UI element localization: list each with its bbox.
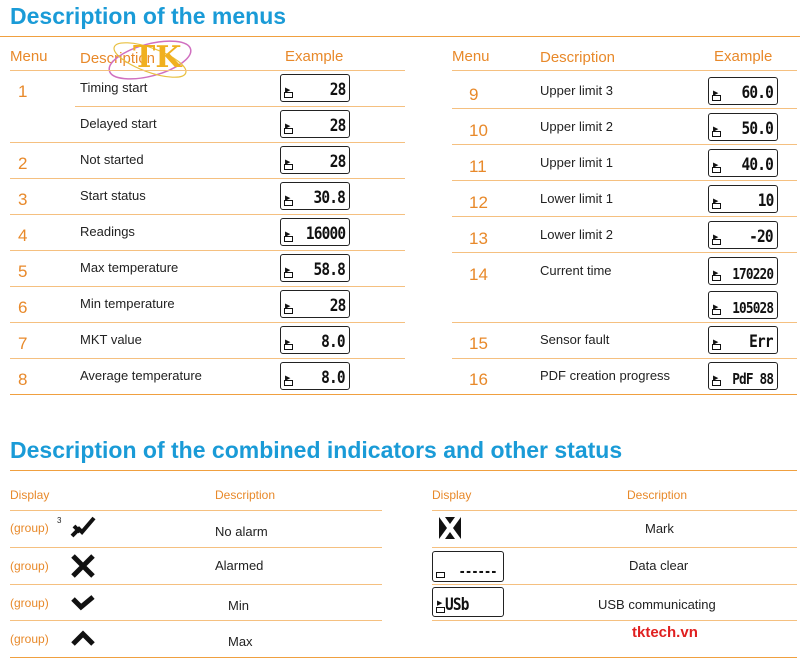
play-icon: ▶ bbox=[713, 270, 719, 277]
ind-row-rule bbox=[432, 620, 797, 621]
group-superscript: 3 bbox=[57, 516, 62, 525]
lcd-example bbox=[280, 74, 350, 102]
menu-row-rule bbox=[10, 142, 405, 143]
menu-row-rule bbox=[10, 178, 405, 179]
left-display-header: Display bbox=[10, 488, 50, 502]
group-label: (group) bbox=[10, 521, 49, 535]
menu-number: 5 bbox=[18, 262, 28, 281]
usb-lcd bbox=[432, 587, 504, 617]
menu-description: Min temperature bbox=[80, 296, 175, 311]
play-icon: ▶ bbox=[285, 195, 291, 202]
menu-number: 12 bbox=[469, 193, 488, 212]
menu-number: 2 bbox=[18, 154, 28, 173]
menu-row-rule bbox=[452, 322, 797, 323]
menu-number: 4 bbox=[18, 226, 28, 245]
menu-row-rule bbox=[452, 252, 797, 253]
menu-row-rule bbox=[10, 250, 405, 251]
battery-icon bbox=[436, 607, 445, 613]
menu-number: 7 bbox=[18, 334, 28, 353]
lcd-example bbox=[708, 185, 778, 213]
lcd-value: 105028 bbox=[732, 299, 773, 317]
right-ind-description-header: Description bbox=[627, 488, 688, 502]
lcd-example bbox=[280, 254, 350, 282]
menu-description: Sensor fault bbox=[540, 332, 610, 347]
battery-icon bbox=[712, 380, 721, 386]
ind-row-rule bbox=[10, 620, 382, 621]
menu-description: Lower limit 2 bbox=[540, 227, 613, 242]
battery-icon bbox=[712, 131, 721, 137]
left-description-header: Description bbox=[80, 50, 156, 67]
menu-row-rule bbox=[75, 106, 405, 107]
lcd-value: ------ bbox=[459, 564, 497, 580]
ind-row-rule bbox=[10, 547, 382, 548]
menu-row-rule bbox=[10, 214, 405, 215]
play-icon: ▶ bbox=[285, 339, 291, 346]
data-clear-lcd bbox=[432, 551, 504, 582]
logo-text: TK bbox=[133, 40, 182, 75]
play-icon: ▶ bbox=[285, 87, 291, 94]
lcd-value: -20 bbox=[749, 227, 773, 247]
menu-description: Current time bbox=[540, 263, 612, 278]
lcd-value: PdF 88 bbox=[732, 370, 773, 388]
menu-row-rule bbox=[452, 180, 797, 181]
battery-icon bbox=[284, 236, 293, 242]
battery-icon bbox=[284, 92, 293, 98]
lcd-value: USb bbox=[445, 595, 469, 615]
menu-row-rule bbox=[10, 286, 405, 287]
menu-row-rule bbox=[452, 216, 797, 217]
play-icon: ▶ bbox=[713, 162, 719, 169]
play-icon: ▶ bbox=[285, 267, 291, 274]
lcd-example bbox=[280, 218, 350, 246]
battery-icon bbox=[284, 380, 293, 386]
menu-number: 10 bbox=[469, 121, 488, 140]
lcd-value: 8.0 bbox=[321, 368, 345, 388]
lcd-example bbox=[708, 362, 778, 390]
ind-row-rule bbox=[432, 547, 797, 548]
indicators-title: Description of the combined indicators and other status bbox=[10, 437, 623, 463]
lcd-value: 60.0 bbox=[741, 83, 773, 103]
menu-number: 1 bbox=[18, 82, 28, 101]
right-header-rule bbox=[452, 70, 797, 71]
play-icon: ▶ bbox=[285, 375, 291, 382]
lcd-example bbox=[280, 362, 350, 390]
play-icon: ▶ bbox=[285, 231, 291, 238]
menu-description: Lower limit 1 bbox=[540, 191, 613, 206]
menu-description: Delayed start bbox=[80, 116, 157, 131]
lcd-example bbox=[708, 77, 778, 105]
play-icon: ▶ bbox=[713, 375, 719, 382]
lcd-value: 8.0 bbox=[321, 332, 345, 352]
lcd-value: Err bbox=[749, 332, 773, 352]
ind-row-rule bbox=[432, 584, 797, 585]
alarmed-icon bbox=[70, 553, 96, 584]
watermark: tktech.vn bbox=[632, 624, 698, 641]
lcd-example bbox=[708, 326, 778, 354]
menu-description: Average temperature bbox=[80, 368, 202, 383]
lcd-example bbox=[280, 182, 350, 210]
play-icon: ▶ bbox=[713, 126, 719, 133]
alarmed-desc: Alarmed bbox=[215, 558, 264, 573]
menu-row-rule bbox=[452, 358, 797, 359]
battery-icon bbox=[284, 164, 293, 170]
menu-row-rule bbox=[452, 108, 797, 109]
lcd-example bbox=[280, 290, 350, 318]
min-desc: Min bbox=[228, 598, 249, 613]
menu-number: 3 bbox=[18, 190, 28, 209]
menu-description: Readings bbox=[80, 224, 135, 239]
play-icon: ▶ bbox=[285, 159, 291, 166]
menu-number: 8 bbox=[18, 370, 28, 389]
indicators-bottom-rule bbox=[10, 657, 797, 658]
group-label: (group) bbox=[10, 559, 49, 573]
play-icon: ▶ bbox=[713, 90, 719, 97]
menu-number: 13 bbox=[469, 229, 488, 248]
lcd-value: 30.8 bbox=[313, 188, 345, 208]
ind-right-header-rule bbox=[432, 510, 797, 511]
right-display-header: Display bbox=[432, 488, 472, 502]
right-description-header: Description bbox=[540, 49, 616, 66]
lcd-value: 28 bbox=[329, 80, 345, 100]
battery-icon bbox=[712, 239, 721, 245]
lcd-example bbox=[708, 257, 778, 285]
left-example-header: Example bbox=[285, 48, 344, 65]
max-icon bbox=[70, 628, 96, 653]
mark-icon bbox=[437, 515, 463, 546]
menu-number: 6 bbox=[18, 298, 28, 317]
play-icon: ▶ bbox=[285, 123, 291, 130]
lcd-example bbox=[280, 326, 350, 354]
play-icon: ▶ bbox=[285, 303, 291, 310]
menu-row-rule bbox=[452, 144, 797, 145]
lcd-value: 28 bbox=[329, 296, 345, 316]
ind-row-rule bbox=[10, 584, 382, 585]
ind-left-header-rule bbox=[10, 510, 382, 511]
menu-number: 14 bbox=[469, 265, 488, 284]
menu-description: Not started bbox=[80, 152, 144, 167]
battery-icon bbox=[712, 344, 721, 350]
play-icon: ▶ bbox=[437, 600, 443, 607]
lcd-value: 28 bbox=[329, 152, 345, 172]
lcd-example bbox=[280, 146, 350, 174]
play-icon: ▶ bbox=[713, 304, 719, 311]
menu-description: Upper limit 2 bbox=[540, 119, 613, 134]
left-menu-header: Menu bbox=[10, 48, 48, 65]
lcd-value: 28 bbox=[329, 116, 345, 136]
menu-number: 15 bbox=[469, 334, 488, 353]
battery-icon bbox=[712, 167, 721, 173]
left-header-rule bbox=[10, 70, 405, 71]
menu-number: 9 bbox=[469, 85, 479, 104]
battery-icon bbox=[284, 200, 293, 206]
no-alarm-desc: No alarm bbox=[215, 524, 268, 539]
right-menu-header: Menu bbox=[452, 48, 490, 65]
lcd-value: 170220 bbox=[732, 265, 773, 283]
battery-icon bbox=[712, 95, 721, 101]
lcd-value: 10 bbox=[757, 191, 773, 211]
lcd-value: 58.8 bbox=[313, 260, 345, 280]
menu-description: PDF creation progress bbox=[540, 368, 671, 383]
menu-description: Max temperature bbox=[80, 260, 179, 275]
battery-icon bbox=[712, 309, 721, 315]
battery-icon bbox=[284, 128, 293, 134]
menu-number: 11 bbox=[469, 157, 487, 176]
menu-description: Start status bbox=[80, 188, 146, 203]
menu-number: 16 bbox=[469, 370, 488, 389]
battery-icon bbox=[436, 572, 445, 578]
lcd-value: 16000 bbox=[305, 224, 345, 244]
battery-icon bbox=[284, 272, 293, 278]
menu-row-rule bbox=[10, 322, 405, 323]
mark-desc: Mark bbox=[645, 521, 674, 536]
menus-title: Description of the menus bbox=[10, 3, 287, 29]
min-icon bbox=[70, 593, 96, 618]
battery-icon bbox=[712, 275, 721, 281]
menu-description: Timing start bbox=[80, 80, 148, 95]
menu-row-rule bbox=[10, 358, 405, 359]
battery-icon bbox=[284, 344, 293, 350]
play-icon: ▶ bbox=[713, 198, 719, 205]
battery-icon bbox=[284, 308, 293, 314]
indicators-top-rule bbox=[10, 470, 797, 471]
usb-desc: USB communicating bbox=[598, 597, 716, 612]
menus-bottom-rule bbox=[10, 394, 797, 395]
lcd-value: 40.0 bbox=[741, 155, 773, 175]
group-label: (group) bbox=[10, 632, 49, 646]
lcd-value: 50.0 bbox=[741, 119, 773, 139]
right-example-header: Example bbox=[714, 48, 773, 65]
battery-icon bbox=[712, 203, 721, 209]
lcd-example bbox=[280, 110, 350, 138]
play-icon: ▶ bbox=[713, 339, 719, 346]
menu-description: Upper limit 1 bbox=[540, 155, 613, 170]
play-icon: ▶ bbox=[713, 234, 719, 241]
lcd-example bbox=[708, 221, 778, 249]
group-label: (group) bbox=[10, 596, 49, 610]
left-ind-description-header: Description bbox=[215, 488, 276, 502]
data-clear-desc: Data clear bbox=[629, 558, 689, 573]
lcd-example bbox=[708, 291, 778, 319]
no-alarm-icon bbox=[70, 514, 96, 545]
menu-description: MKT value bbox=[80, 332, 142, 347]
lcd-example bbox=[708, 113, 778, 141]
max-desc: Max bbox=[228, 634, 253, 649]
lcd-example bbox=[708, 149, 778, 177]
menu-description: Upper limit 3 bbox=[540, 83, 613, 98]
